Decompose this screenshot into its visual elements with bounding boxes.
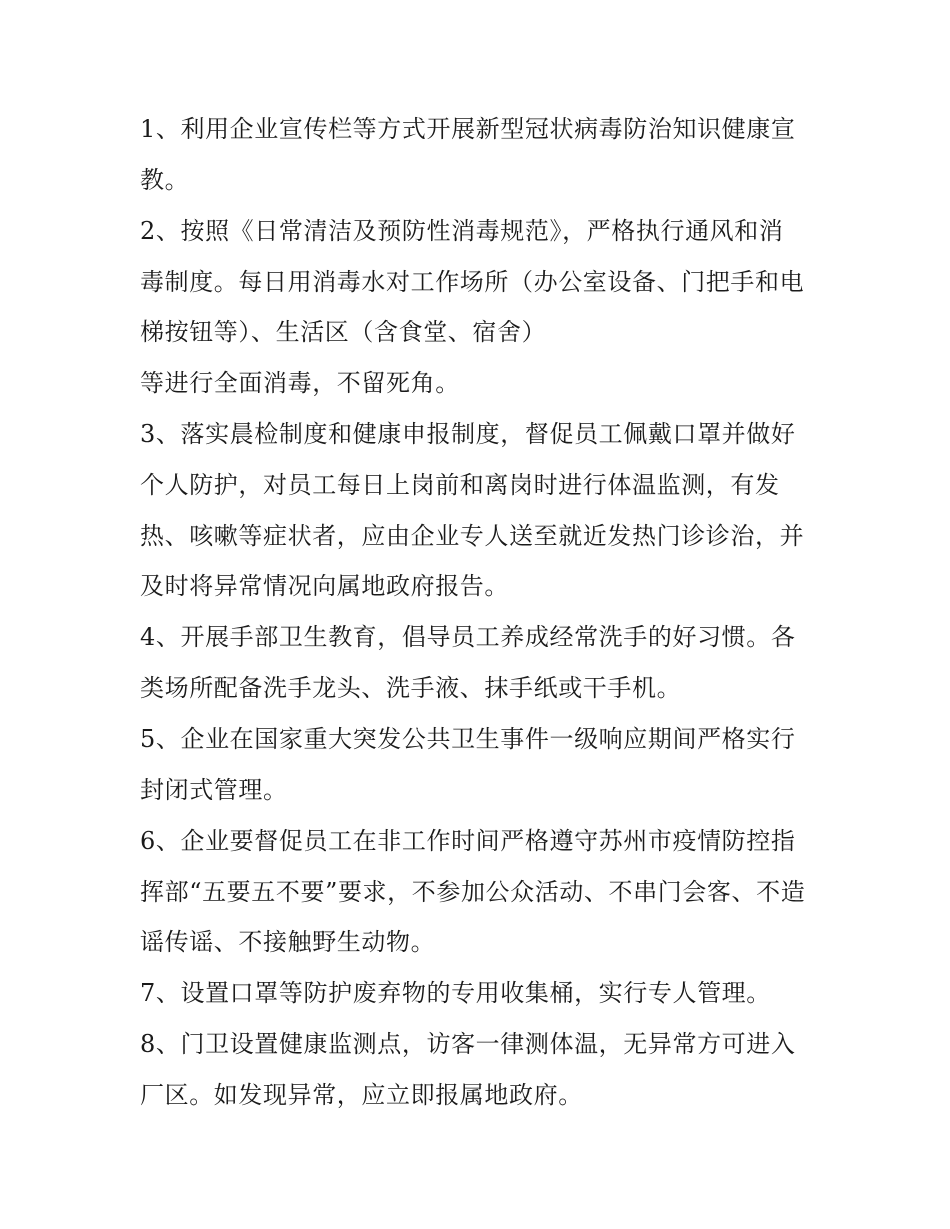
text-line-item8-b: 厂区。如发现异常，应立即报属地政府。: [140, 1081, 583, 1109]
text-line-item2-a: 2、按照《日常清洁及预防性消毒规范》，严格执行通风和消: [140, 217, 784, 245]
text-line-item2-b: 毒制度。每日用消毒水对工作场所（办公室设备、门把手和电: [140, 268, 805, 296]
text-line-item3-d: 及时将异常情况向属地政府报告。: [140, 572, 509, 600]
text-line-item5-a: 5、企业在国家重大突发公共卫生事件一级响应期间严格实行: [140, 725, 796, 753]
text-line-item3-a: 3、落实晨检制度和健康申报制度，督促员工佩戴口罩并做好: [140, 420, 796, 448]
text-line-item5-b: 封闭式管理。: [140, 776, 288, 804]
text-line-item6-c: 谣传谣、不接触野生动物。: [140, 928, 436, 956]
text-line-item1-a: 1、利用企业宣传栏等方式开展新型冠状病毒防治知识健康宣: [140, 115, 796, 143]
text-line-item6-a: 6、企业要督促员工在非工作时间严格遵守苏州市疫情防控指: [140, 827, 796, 855]
text-line-item4-b: 类场所配备洗手龙头、洗手液、抹手纸或干手机。: [140, 674, 682, 702]
text-line-item3-c: 热、咳嗽等症状者，应由企业专人送至就近发热门诊诊治，并: [140, 522, 805, 550]
text-line-item8-a: 8、门卫设置健康监测点，访客一律测体温，无异常方可进入: [140, 1030, 796, 1058]
text-line-item2-d: 等进行全面消毒，不留死角。: [140, 369, 460, 397]
text-line-item6-b: 挥部“五要五不要”要求，不参加公众活动、不串门会客、不造: [140, 878, 806, 906]
text-line-item1-b: 教。: [140, 166, 190, 194]
text-line-item4-a: 4、开展手部卫生教育，倡导员工养成经常洗手的好习惯。各: [140, 623, 796, 651]
text-line-item7: 7、设置口罩等防护废弃物的专用收集桶，实行专人管理。: [140, 979, 771, 1007]
text-line-item3-b: 个人防护，对员工每日上岗前和离岗时进行体温监测，有发: [140, 471, 780, 499]
text-line-item2-c: 梯按钮等）、生活区（含食堂、宿舍）: [140, 318, 547, 346]
